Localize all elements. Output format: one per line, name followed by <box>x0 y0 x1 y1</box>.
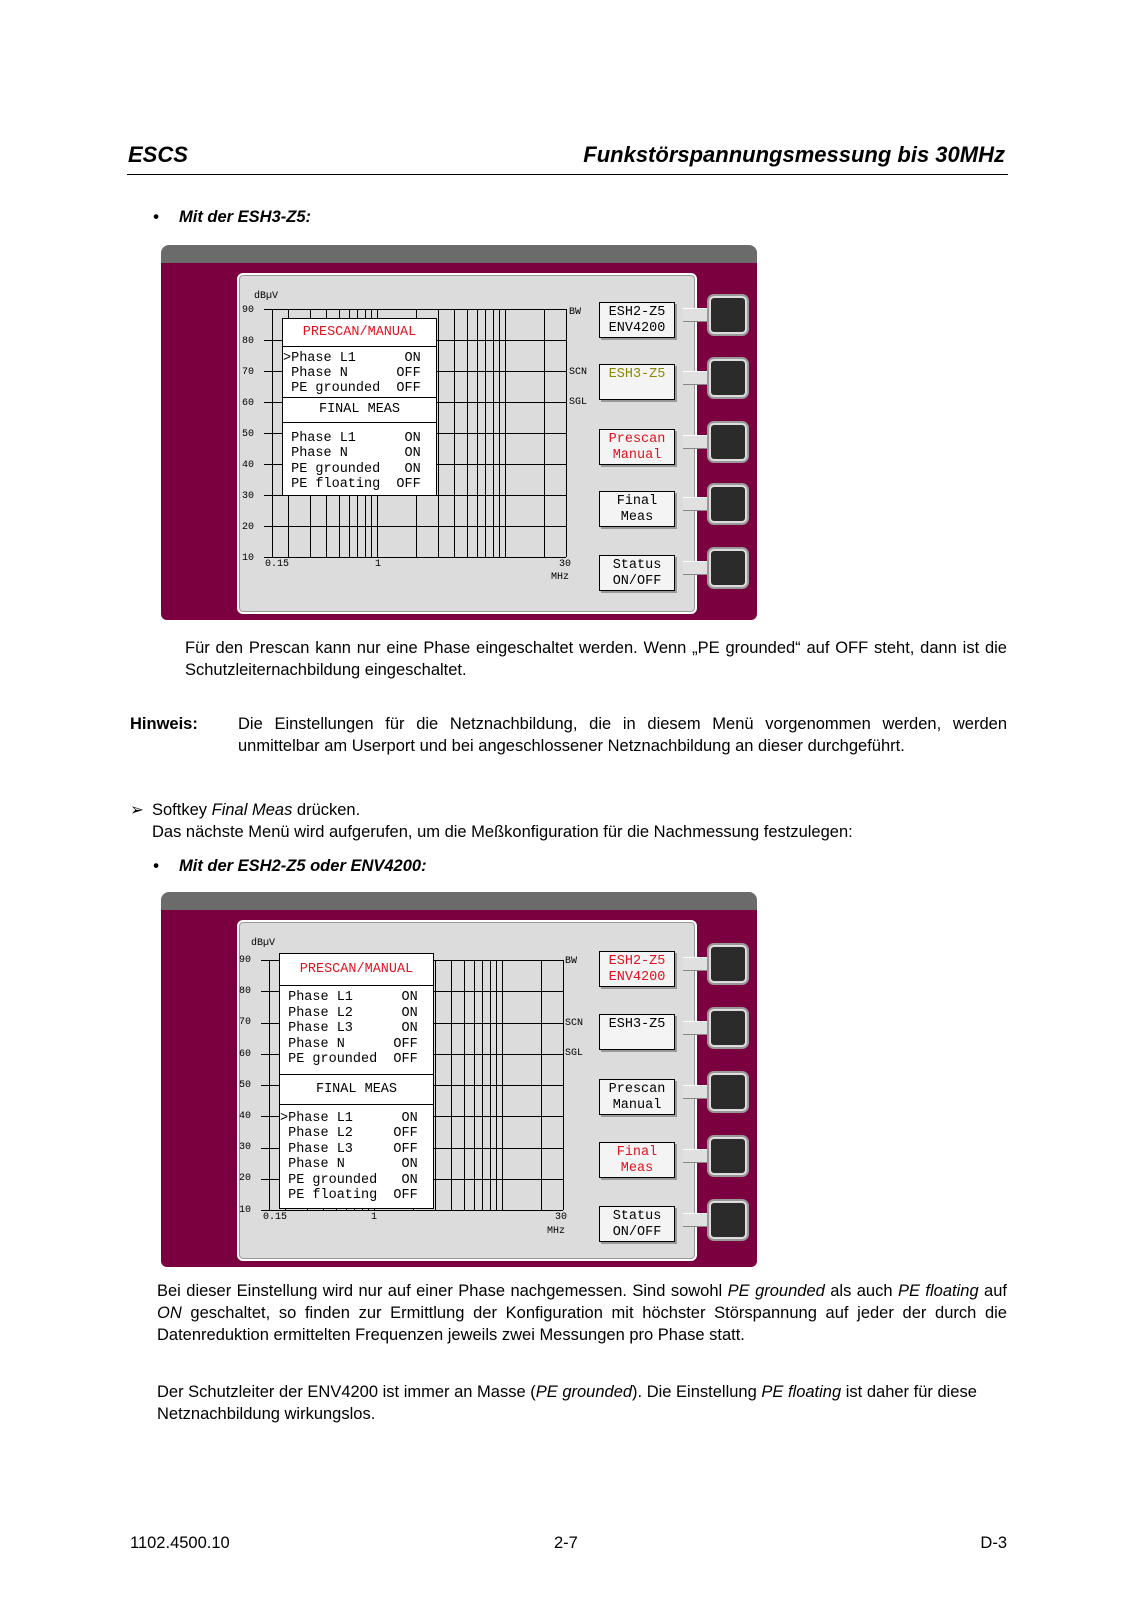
softkey-final-meas[interactable] <box>599 491 675 527</box>
softkey-final-meas[interactable] <box>599 1142 675 1178</box>
x-tick-2: 30 <box>559 559 572 570</box>
softkey-label: ESH3-Z5 <box>608 1017 666 1032</box>
side-label-sgl: SGL <box>569 397 588 408</box>
side-label-scn: SCN <box>565 1018 584 1029</box>
settings-menu <box>282 318 437 496</box>
grid-border <box>272 309 566 310</box>
grid-line-vertical <box>454 309 455 557</box>
menu-row[interactable]: PE floating OFF <box>280 1188 418 1203</box>
menu-row[interactable]: PE grounded ON <box>280 1173 418 1188</box>
footer-page: 2-7 <box>554 1534 578 1552</box>
section2-bullet: • <box>153 857 159 875</box>
side-label-scn: SCN <box>569 367 588 378</box>
text-run: als auch <box>824 1282 898 1300</box>
y-tick-mark <box>261 1085 269 1086</box>
softkey-label: ON/OFF <box>612 1225 662 1240</box>
menu-row[interactable]: >Phase L1 ON <box>283 351 421 366</box>
hardware-key-1[interactable] <box>709 945 747 983</box>
section1-title: Mit der ESH3-Z5: <box>179 208 312 226</box>
footer-docnumber: 1102.4500.10 <box>130 1534 230 1552</box>
softkey-label: Prescan <box>608 432 666 447</box>
side-label-sgl: SGL <box>565 1048 584 1059</box>
text-run: PE grounded <box>727 1282 825 1300</box>
softkey-label: Final <box>616 494 658 509</box>
menu-row[interactable]: Phase N ON <box>280 1157 418 1172</box>
header-right: Funkstörspannungsmessung bis 30MHz <box>583 142 1005 167</box>
x-unit-label: MHz <box>551 572 570 583</box>
grid-line-vertical <box>496 960 497 1210</box>
key-connector <box>683 1149 711 1163</box>
y-unit-label: dBµV <box>251 938 276 949</box>
menu-row[interactable]: PE floating OFF <box>283 477 421 492</box>
y-tick-label: 90 <box>242 305 255 316</box>
grid-border <box>563 960 564 1210</box>
menu-title-prescan: PRESCAN/MANUAL <box>302 325 417 340</box>
menu-row[interactable]: Phase L2 ON <box>280 1006 418 1021</box>
menu-row[interactable]: Phase L3 ON <box>280 1021 418 1036</box>
y-tick-mark <box>264 340 272 341</box>
menu-row[interactable]: PE grounded OFF <box>280 1052 418 1067</box>
softkey-label: ENV4200 <box>608 321 666 336</box>
menu-row[interactable]: Phase L2 OFF <box>280 1126 418 1141</box>
softkey-label: Meas <box>620 1161 654 1176</box>
panel-screen <box>237 273 697 614</box>
step-arrow: ➢ <box>130 801 144 819</box>
menu-divider <box>283 422 436 423</box>
hardware-key-4[interactable] <box>709 485 747 523</box>
panel-screen <box>237 920 697 1261</box>
menu-title-final: FINAL MEAS <box>318 402 400 417</box>
y-tick-mark <box>264 402 272 403</box>
key-connector <box>683 308 711 322</box>
paragraph-final <box>157 1280 1007 1346</box>
menu-row[interactable]: >Phase L1 ON <box>280 1111 418 1126</box>
y-tick-label: 70 <box>242 367 255 378</box>
y-tick-mark <box>261 991 269 992</box>
text-run: ON <box>157 1304 182 1322</box>
softkey-label: ESH3-Z5 <box>608 367 666 382</box>
softkey-status[interactable] <box>599 1206 675 1242</box>
grid-line-vertical <box>435 960 436 1210</box>
hardware-key-1[interactable] <box>709 296 747 334</box>
hardware-key-3[interactable] <box>709 1073 747 1111</box>
text-run: Der Schutzleiter der ENV4200 ist immer an Masse ( <box>157 1383 536 1401</box>
key-connector <box>683 1085 711 1099</box>
menu-title-final: FINAL MEAS <box>315 1082 397 1097</box>
section2-title: Mit der ESH2-Z5 oder ENV4200: <box>179 857 427 875</box>
grid-border <box>269 1210 563 1211</box>
y-tick-mark <box>261 1148 269 1149</box>
instrument-panel-2 <box>161 892 757 1267</box>
step-key: Final Meas <box>211 801 293 819</box>
menu-divider <box>280 1074 433 1075</box>
y-tick-label: 20 <box>242 522 255 533</box>
hardware-key-3[interactable] <box>709 423 747 461</box>
y-tick-mark <box>264 557 272 558</box>
softkey-label: Meas <box>620 510 654 525</box>
key-connector <box>683 497 711 511</box>
grid-line-vertical <box>482 960 483 1210</box>
menu-row[interactable]: Phase L1 ON <box>280 990 418 1005</box>
hardware-key-5[interactable] <box>709 1201 747 1239</box>
key-connector <box>683 561 711 575</box>
text-run: auf <box>978 1282 1007 1300</box>
grid-line-vertical <box>505 309 506 557</box>
y-tick-mark <box>264 495 272 496</box>
paragraph-env4200 <box>157 1381 1007 1425</box>
grid-line-vertical <box>464 960 465 1210</box>
y-tick-mark <box>264 526 272 527</box>
hardware-key-5[interactable] <box>709 549 747 587</box>
key-connector <box>683 435 711 449</box>
y-tick-mark <box>261 1023 269 1024</box>
softkey-label: Final <box>616 1145 658 1160</box>
x-tick-0: 0.15 <box>263 1212 288 1223</box>
menu-row[interactable]: Phase L1 ON <box>283 431 421 446</box>
paragraph-prescan: Für den Prescan kann nur eine Phase eingeschaltet werden. Wenn „PE grounded“ auf OFF steht, dann ist die Schutzleiternachbildung eingeschaltet. <box>185 639 1007 679</box>
grid-line-vertical <box>499 309 500 557</box>
y-tick-label: 80 <box>239 986 252 998</box>
y-tick-mark <box>264 464 272 465</box>
footer-section: D-3 <box>980 1534 1007 1552</box>
hardware-key-2[interactable] <box>709 359 747 397</box>
header-left: ESCS <box>128 142 188 167</box>
key-connector <box>683 371 711 385</box>
grid-line-horizontal <box>272 526 566 527</box>
softkey-esh2-env4200[interactable] <box>599 951 675 987</box>
y-tick-label: 60 <box>239 1048 252 1060</box>
x-unit-label: MHz <box>547 1226 566 1237</box>
y-tick-mark <box>261 960 269 961</box>
x-tick-1: 1 <box>375 559 382 570</box>
panel-top-bar <box>161 892 757 912</box>
softkey-label: Manual <box>612 1098 662 1113</box>
panel-top-bar <box>161 245 757 265</box>
grid-border <box>272 557 566 558</box>
text-run: ). Die Einstellung <box>632 1383 762 1401</box>
menu-row[interactable]: Phase N OFF <box>283 366 421 381</box>
y-tick-label: 10 <box>239 1204 252 1216</box>
softkey-status[interactable] <box>599 555 675 591</box>
grid-line-vertical <box>493 309 494 557</box>
key-connector <box>683 1021 711 1035</box>
grid-line-vertical <box>467 309 468 557</box>
grid-line-vertical <box>502 960 503 1210</box>
step-post: drücken. <box>292 801 361 819</box>
section1-bullet: • <box>153 208 159 226</box>
x-tick-2: 30 <box>555 1212 568 1223</box>
softkey-prescan-manual[interactable] <box>599 1079 675 1115</box>
softkey-esh3[interactable] <box>599 364 675 400</box>
softkey-label: Status <box>612 558 662 573</box>
grid-line-vertical <box>485 309 486 557</box>
settings-menu <box>279 953 434 1209</box>
side-label-bw: BW <box>569 307 582 318</box>
y-tick-mark <box>261 1179 269 1180</box>
y-tick-label: 10 <box>242 553 255 564</box>
softkey-prescan-manual[interactable] <box>599 429 675 465</box>
menu-row[interactable]: Phase L3 OFF <box>280 1142 418 1157</box>
grid-line-vertical <box>490 960 491 1210</box>
x-tick-1: 1 <box>371 1212 378 1223</box>
y-tick-label: 40 <box>242 460 255 471</box>
menu-divider <box>283 346 436 347</box>
softkey-label: ESH2-Z5 <box>608 305 666 320</box>
step-line <box>152 799 360 821</box>
y-tick-label: 30 <box>239 1142 252 1154</box>
y-unit-label: dBµV <box>254 291 279 302</box>
text-run: PE floating <box>897 1282 979 1300</box>
softkey-label: Prescan <box>608 1082 666 1097</box>
menu-divider <box>283 397 436 398</box>
y-tick-label: 30 <box>242 491 255 502</box>
hardware-key-4[interactable] <box>709 1137 747 1175</box>
header-rule <box>127 174 1008 175</box>
menu-divider <box>280 985 433 986</box>
text-run: geschaltet, so finden zur Ermittlung der Konfiguration mit höchster Störspannung auf jeder der durch die Datenreduktion ermittelten Frequenzen jeweils zwei Messungen pro Phase statt. <box>157 1304 1007 1344</box>
grid-line-vertical <box>477 309 478 557</box>
y-tick-mark <box>261 1210 269 1211</box>
grid-line-vertical <box>544 309 545 557</box>
grid-line-vertical <box>474 960 475 1210</box>
side-label-bw: BW <box>565 956 578 967</box>
softkey-esh2-env4200[interactable] <box>599 302 675 338</box>
y-tick-mark <box>261 1054 269 1055</box>
y-tick-label: 50 <box>242 429 255 440</box>
y-tick-mark <box>264 371 272 372</box>
y-tick-label: 40 <box>239 1111 252 1122</box>
hardware-key-2[interactable] <box>709 1009 747 1047</box>
y-tick-mark <box>264 309 272 310</box>
grid-line-vertical <box>451 960 452 1210</box>
text-run: ist daher für diese Netznachbildung wirkungslos. <box>157 1383 977 1423</box>
softkey-label: ENV4200 <box>608 970 666 985</box>
key-connector <box>683 1213 711 1227</box>
y-tick-label: 80 <box>242 336 255 347</box>
step-pre: Softkey <box>152 801 212 819</box>
menu-divider <box>280 1104 433 1105</box>
x-tick-0: 0.15 <box>265 559 290 570</box>
menu-row[interactable]: Phase N ON <box>283 446 421 461</box>
key-connector <box>683 957 711 971</box>
softkey-label: Manual <box>612 448 662 463</box>
y-tick-label: 60 <box>242 398 255 409</box>
y-tick-label: 90 <box>239 955 252 966</box>
grid-line-vertical <box>438 309 439 557</box>
grid-line-vertical <box>541 960 542 1210</box>
y-tick-label: 50 <box>239 1079 252 1091</box>
y-tick-label: 70 <box>239 1017 252 1029</box>
menu-row[interactable]: PE grounded OFF <box>283 381 421 396</box>
softkey-label: ESH2-Z5 <box>608 954 666 969</box>
text-run: PE grounded <box>535 1383 633 1401</box>
softkey-label: ON/OFF <box>612 574 662 589</box>
y-tick-mark <box>264 433 272 434</box>
text-run: Bei dieser Einstellung wird nur auf einer Phase nachgemessen. Sind sowohl <box>157 1282 728 1300</box>
menu-row[interactable]: Phase N OFF <box>280 1037 418 1052</box>
y-tick-label: 20 <box>239 1173 252 1185</box>
menu-title-prescan: PRESCAN/MANUAL <box>299 962 414 977</box>
grid-border <box>566 309 567 557</box>
instrument-panel-1 <box>161 245 757 620</box>
softkey-label: Status <box>612 1209 662 1224</box>
note-label: Hinweis: <box>130 715 198 733</box>
softkey-esh3[interactable] <box>599 1014 675 1050</box>
note-text: Die Einstellungen für die Netznachbildung, die in diesem Menü vorgenommen werden, werden unmittelbar am Userport und bei angeschlossener Netznachbildung an dieser durchgeführt. <box>238 715 1007 755</box>
menu-row[interactable]: PE grounded ON <box>283 462 421 477</box>
text-run: PE floating <box>761 1383 842 1401</box>
y-tick-mark <box>261 1116 269 1117</box>
step-line-2: Das nächste Menü wird aufgerufen, um die Meßkonfiguration für die Nachmessung festzulegen: <box>152 823 853 841</box>
